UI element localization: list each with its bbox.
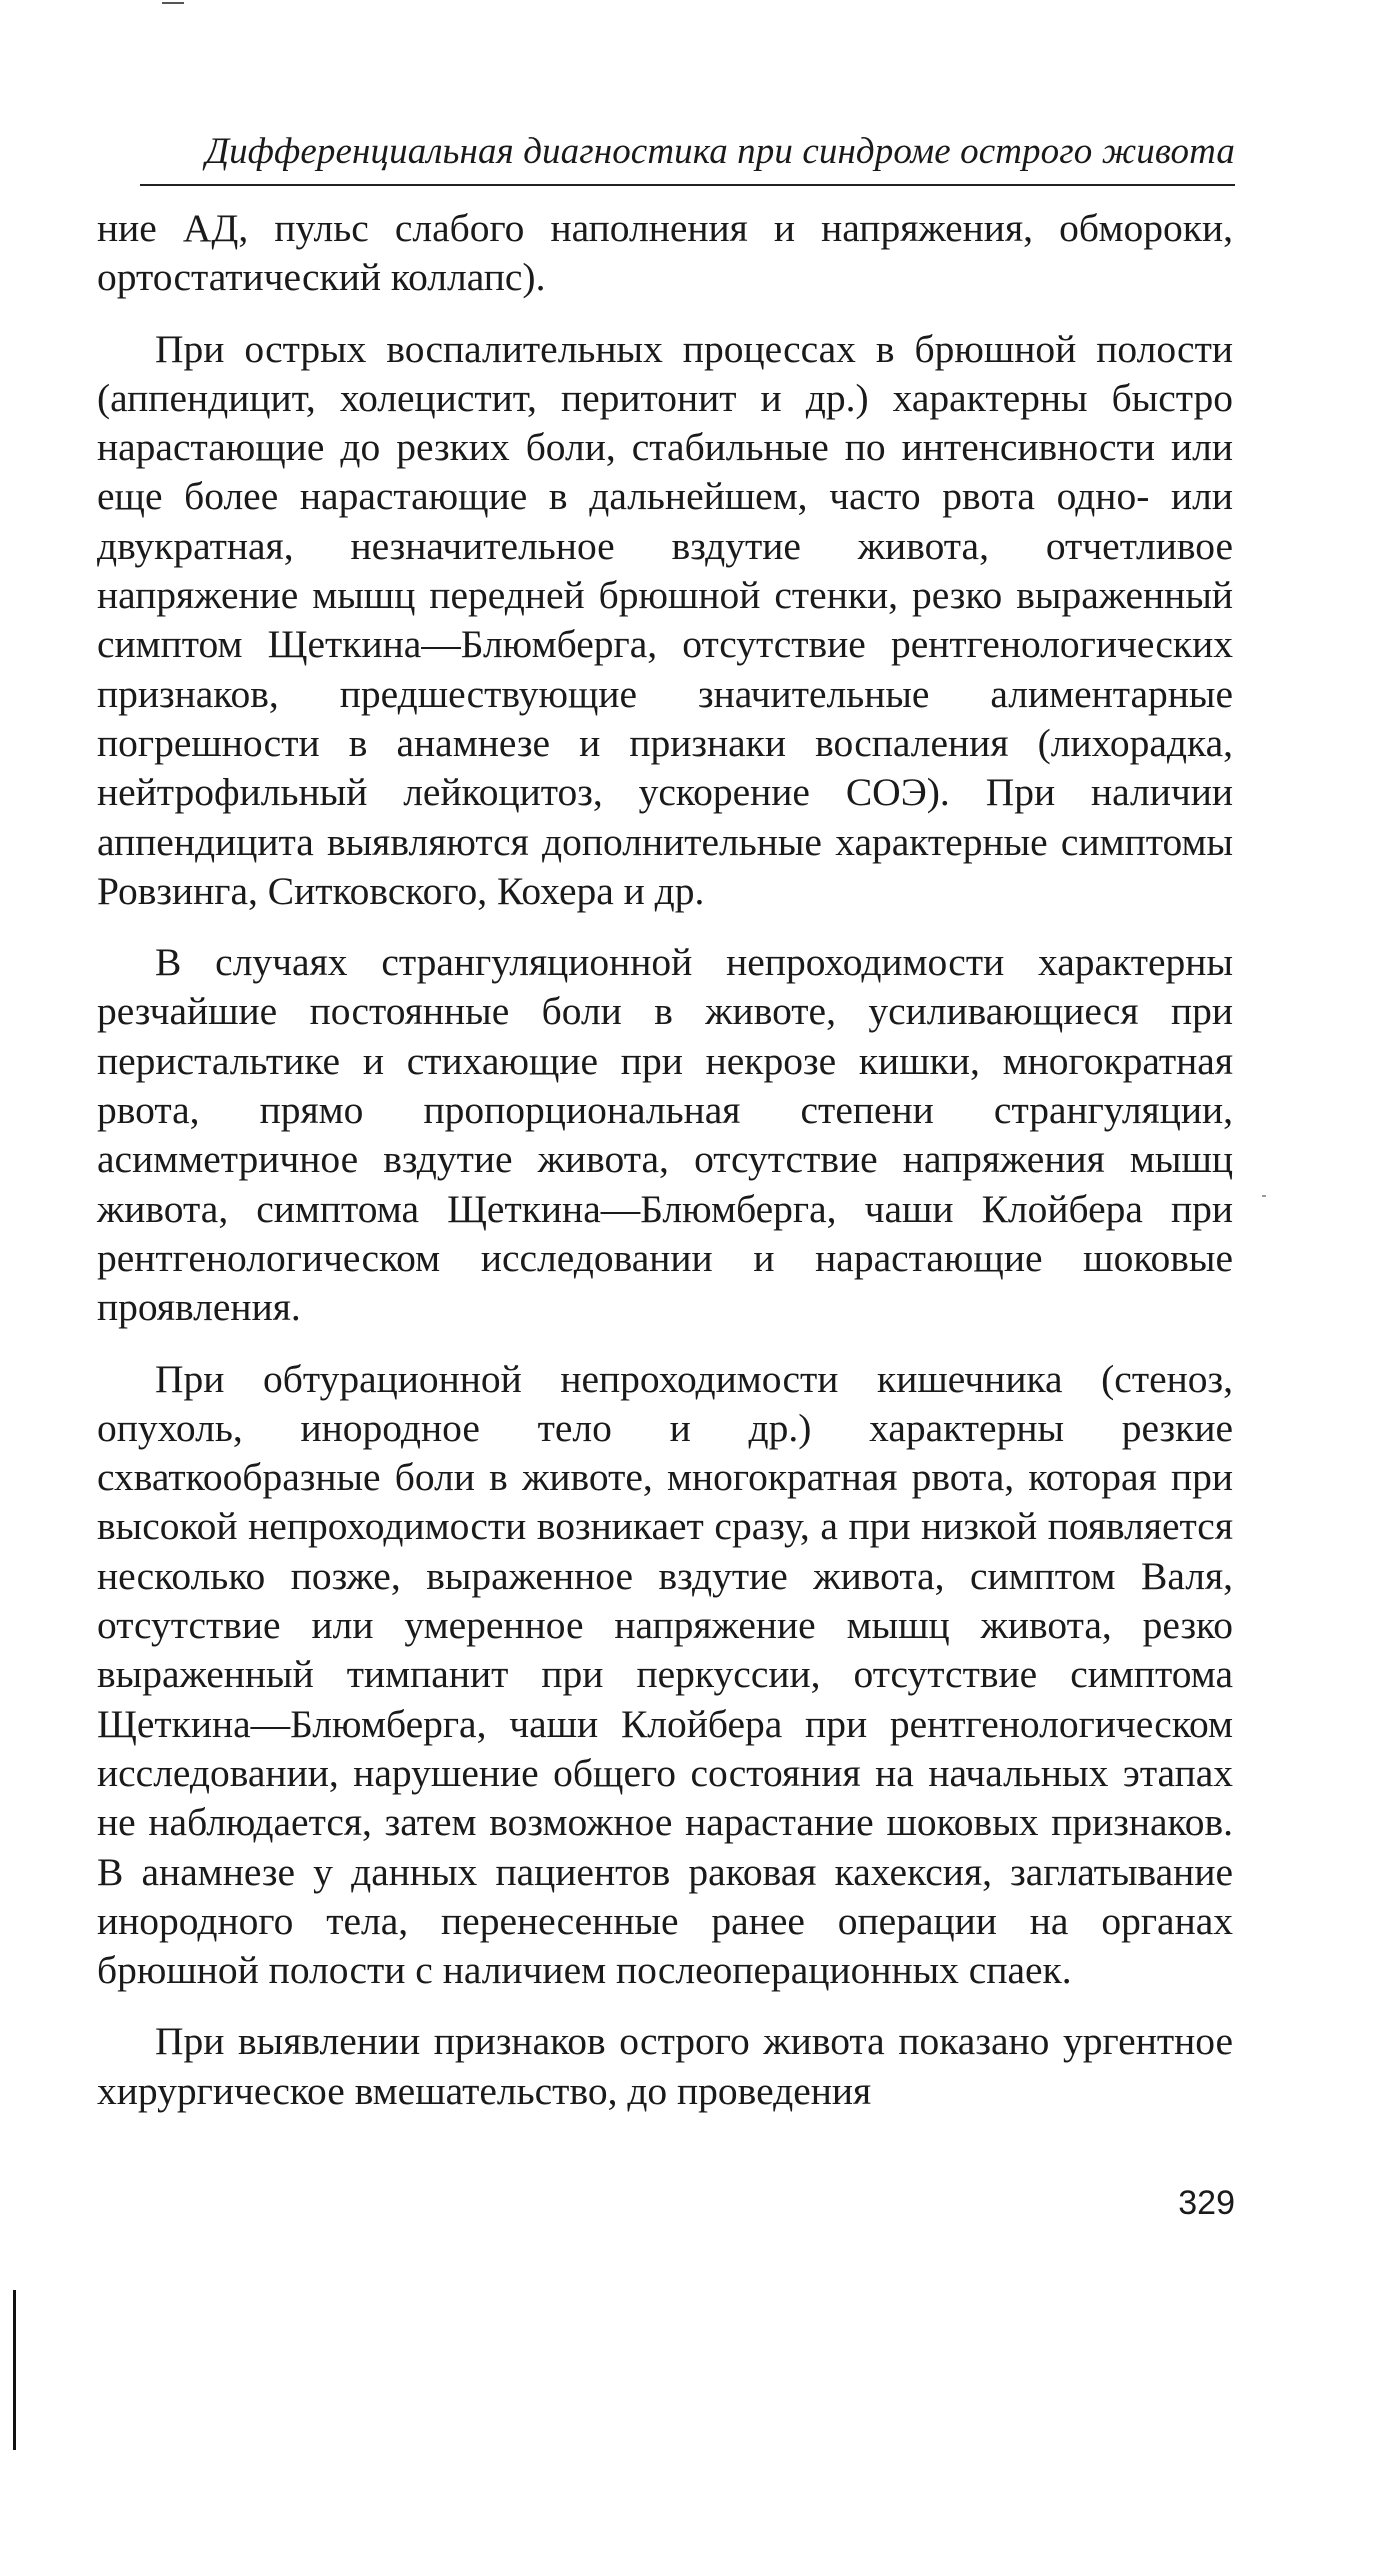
scan-edge-bar xyxy=(13,2290,16,2450)
running-header: Дифференциальная диагностика при синдроме острого живота xyxy=(140,130,1235,186)
scan-mark xyxy=(162,2,184,4)
paragraph-obturation: При обтурационной непроходимости кишечника (стеноз, опухоль, инородное тело и др.) характерны резкие схваткообразные боли в животе, многократная рвота, которая при высокой непроходимости возникает сразу, а при низкой появляется несколько позже, выраженное вздутие живота, симптом Валя, отсутствие или умеренное напряжение мышц живота, резко выраженный тимпанит при перкуссии, отсутствие симптома Щеткина—Блюмберга, чаши Клойбера при рентгенологическом исследовании, нарушение общего состояния на начальных этапах не наблюдается, затем возможное нарастание шоковых признаков. В анамнезе у данных пациентов раковая кахексия, заглатывание инородного тела, перенесенные ранее операции на органах брюшной полости с наличием послеоперационных спаек. xyxy=(97,1356,1233,1993)
scan-speck xyxy=(1262,1195,1266,1197)
paragraph-continuation: ние АД, пульс слабого наполнения и напряжения, обмороки, ортостатический коллапс). xyxy=(97,206,1233,300)
paragraph-inflammatory: При острых воспалительных процессах в брюшной полости (аппендицит, холецистит, перитонит и др.) характерны быстро нарастающие до резких боли, стабильные по интенсивности или еще более нарастающие в дальнейшем, часто рвота одно- или двукратная, незначительное вздутие живота, отчетливое напряжение мышц передней брюшной стенки, резко выраженный симптом Щеткина—Блюмберга, отсутствие рентгенологических признаков, предшествующие значительные алиментарные погрешности в анамнезе и признаки воспаления (лихорадка, нейтрофильный лейкоцитоз, ускорение СОЭ). При наличии аппендицита выявляются дополнительные характерные симптомы Ровзинга, Ситковского, Кохера и др. xyxy=(97,326,1233,913)
page-number: 329 xyxy=(1178,2184,1235,2222)
body-text xyxy=(97,204,1233,2116)
paragraph-strangulation: В случаях странгуляционной непроходимости характерны резчайшие постоянные боли в животе, усиливающиеся при перистальтике и стихающие при некрозе кишки, многократная рвота, прямо пропорциональная степени странгуляции, асимметричное вздутие живота, отсутствие напряжения мышц живота, симптома Щеткина—Блюмберга, чаши Клойбера при рентгенологическом исследовании и нарастающие шоковые проявления. xyxy=(97,940,1233,1330)
paragraph-surgery: При выявлении признаков острого живота показано ургентное хирургическое вмешательство, до проведения xyxy=(97,2019,1233,2113)
